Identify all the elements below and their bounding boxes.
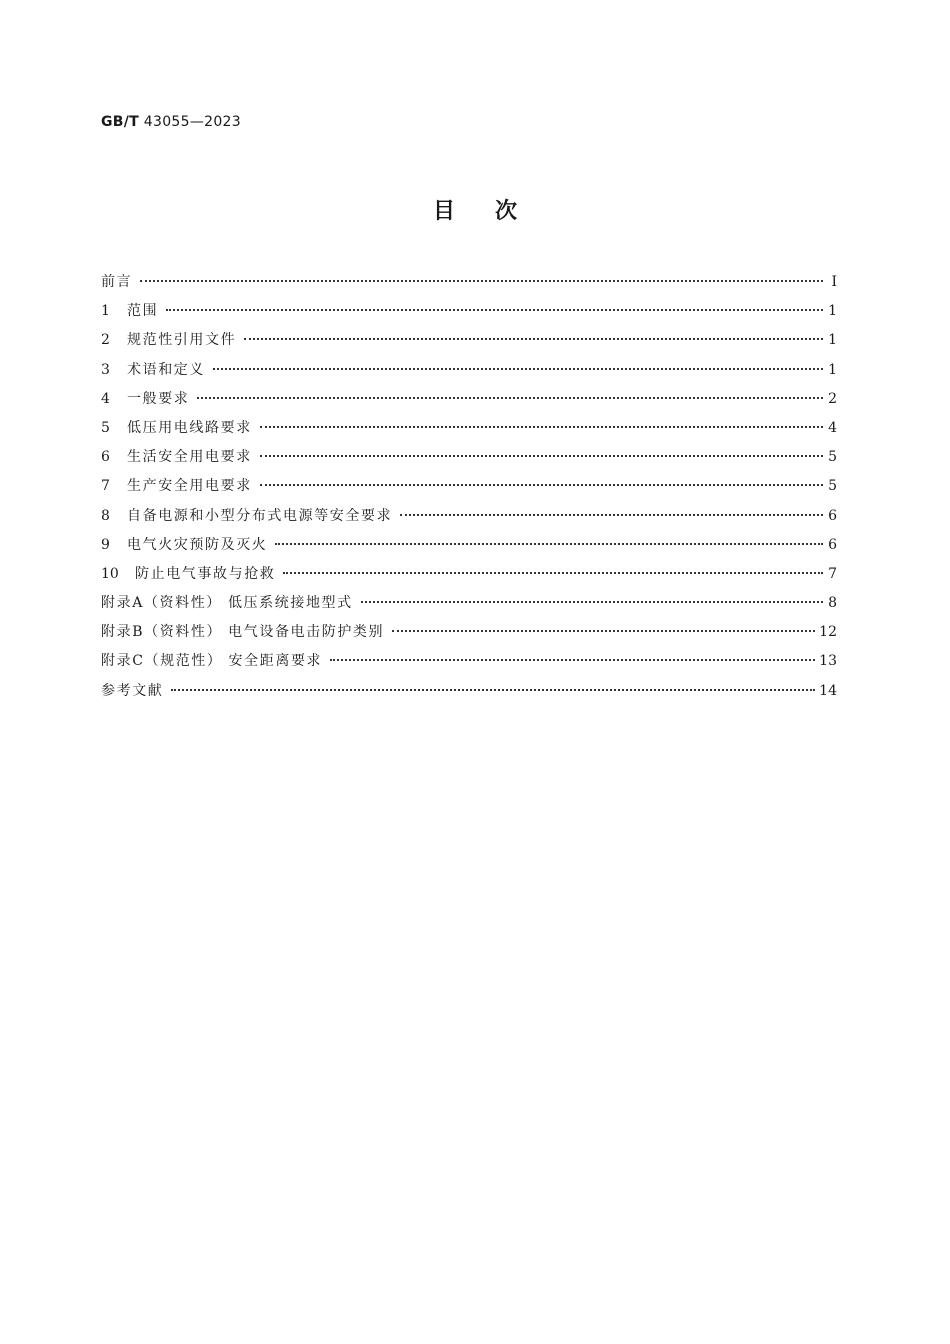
toc-entry-fire-prevention[interactable]	[101, 534, 837, 563]
toc-entry-accident-rescue[interactable]	[101, 563, 837, 592]
toc-dot-leader	[260, 455, 823, 457]
toc-entry-page: 4	[828, 419, 837, 436]
toc-entry-page: 5	[828, 449, 837, 466]
toc-entry-number: 7	[101, 478, 110, 495]
toc-dot-leader	[392, 630, 815, 632]
toc-dot-leader	[260, 484, 823, 486]
toc-entry-label: 术语和定义	[127, 361, 205, 378]
toc-entry-page: 1	[828, 303, 837, 320]
toc-entry-page: 6	[828, 507, 837, 524]
toc-entry-number: 8	[101, 507, 110, 524]
toc-entry-label: 参考文献	[101, 682, 164, 699]
toc-entry-label: 自备电源和小型分布式电源等安全要求	[127, 507, 393, 524]
toc-entry-page: 1	[828, 361, 837, 378]
toc-entry-label: 规范性引用文件	[127, 332, 237, 349]
standard-number: 43055—2023	[143, 114, 241, 130]
toc-entry-low-voltage-lines[interactable]	[101, 417, 837, 446]
toc-entry-number: 10	[101, 565, 119, 582]
toc-entry-page: 5	[828, 478, 837, 495]
standard-prefix: GB/T	[101, 114, 140, 130]
toc-entry-number: 9	[101, 536, 110, 553]
toc-dot-leader	[213, 368, 823, 370]
toc-dot-leader	[361, 601, 823, 603]
toc-entry-label: 附录B（资料性） 电气设备电击防护类别	[101, 624, 385, 641]
toc-dot-leader	[244, 338, 823, 340]
toc-entry-page: 2	[828, 390, 837, 407]
toc-entry-number: 1	[101, 303, 110, 320]
toc-dot-leader	[171, 689, 815, 691]
toc-dot-leader	[400, 514, 823, 516]
toc-entry-preface[interactable]	[101, 271, 837, 300]
toc-entry-number: 2	[101, 332, 110, 349]
toc-entry-label: 一般要求	[127, 390, 190, 407]
toc-entry-page: 12	[819, 624, 837, 641]
toc-entry-number: 6	[101, 449, 110, 466]
toc-entry-page: 7	[828, 565, 837, 582]
toc-entry-number: 5	[101, 419, 110, 436]
toc-entry-backup-power[interactable]	[101, 505, 837, 534]
toc-entry-production-safety[interactable]	[101, 475, 837, 504]
toc-dot-leader	[197, 397, 823, 399]
toc-entry-appendix-c[interactable]	[101, 650, 837, 679]
toc-entry-terms-definitions[interactable]	[101, 359, 837, 388]
toc-entry-bibliography[interactable]	[101, 680, 837, 709]
toc-entry-number: 3	[101, 361, 110, 378]
toc-dot-leader	[283, 572, 823, 574]
toc-title: 目次	[432, 199, 557, 224]
toc-list	[101, 271, 837, 709]
toc-dot-leader	[166, 309, 823, 311]
toc-entry-page: 6	[828, 536, 837, 553]
toc-dot-leader	[140, 280, 823, 282]
toc-dot-leader	[330, 659, 815, 661]
toc-entry-label: 前言	[101, 274, 133, 290]
toc-entry-number: 4	[101, 390, 110, 407]
toc-entry-general-requirements[interactable]	[101, 388, 837, 417]
toc-entry-label: 附录C（规范性） 安全距离要求	[101, 653, 323, 670]
toc-entry-label: 附录A（资料性） 低压系统接地型式	[101, 595, 353, 612]
toc-entry-label: 低压用电线路要求	[127, 419, 252, 436]
toc-entry-label: 生活安全用电要求	[127, 449, 252, 466]
toc-entry-label: 电气火灾预防及灭火	[127, 536, 268, 553]
toc-entry-page: Ⅰ	[831, 274, 837, 290]
toc-entry-scope[interactable]	[101, 300, 837, 329]
toc-entry-normative-references[interactable]	[101, 329, 837, 358]
toc-entry-page: 1	[828, 332, 837, 349]
toc-entry-appendix-b[interactable]	[101, 621, 837, 650]
toc-entry-page: 8	[828, 595, 837, 612]
toc-dot-leader	[260, 426, 823, 428]
toc-entry-page: 13	[819, 653, 837, 670]
toc-entry-domestic-safety[interactable]	[101, 446, 837, 475]
toc-entry-label: 生产安全用电要求	[127, 478, 252, 495]
toc-dot-leader	[275, 543, 823, 545]
toc-entry-page: 14	[819, 682, 837, 699]
toc-entry-label: 范围	[127, 303, 159, 320]
document-code	[101, 114, 241, 130]
toc-entry-appendix-a[interactable]	[101, 592, 837, 621]
toc-entry-label: 防止电气事故与抢救	[135, 565, 276, 582]
